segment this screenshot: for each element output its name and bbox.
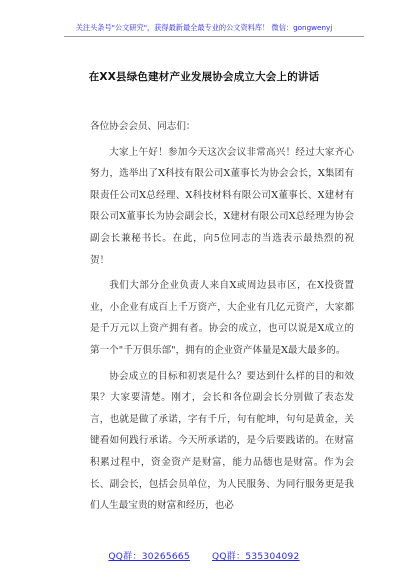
document-title: 在XX县绿色建材产业发展协会成立大会上的讲话 <box>88 71 320 83</box>
salutation: 各位协会会员、同志们： <box>90 121 196 132</box>
footer-bar <box>0 549 408 562</box>
header-divider <box>64 36 364 37</box>
paragraph-3: 协会成立的目标和初衷是什么？要达到什么样的目的和效果？大家要清楚。刚才，会长和各位副会长分别做了表态发言，也就是做了承诺，字有千斤，句有舵坤，句句是黄金，关键看如何践行承诺。今天所承诺的，是今后要践诺的。在财富积累过程中，资金资产是财富，能力品德也是财富。作为会长、副会长，包括会员单位，为人民服务、为同行服务更是我们人生最宝贵的财富和经历，也必 <box>90 370 354 512</box>
document-body <box>90 116 354 521</box>
footer-qq-group-1: QQ群：30265665 <box>108 552 190 562</box>
footer-qq-group-2: QQ群：535304092 <box>211 552 300 562</box>
paragraph-1: 大家上午好！参加今天这次会议非常高兴！经过大家齐心努力，选举出了X科技有限公司X董事长为协会会长，X集团有限责任公司X总经理、X科技材料有限公司X董事长、X建材有限公司X董事长为协会副会长，X建材有限公司X总经理为协会副会长兼秘书长。在此，向5位同志的当选表示最热烈的祝贺！ <box>90 146 354 266</box>
header-banner: 关注头条号"公文研究"，获得最新最全最专业的公文资料库！ 微信：gongwenyj <box>75 23 333 32</box>
paragraph-2: 我们大部分企业负责人来自X或周边县市区，在X投资置业，小企业有成百上千万资产，大企业有几亿元资产，大家都是千万元以上资产拥有者。协会的成立，也可以说是X成立的第一个"千万俱乐部"，拥有的企业资产体量是X最大最多的。 <box>90 280 354 356</box>
